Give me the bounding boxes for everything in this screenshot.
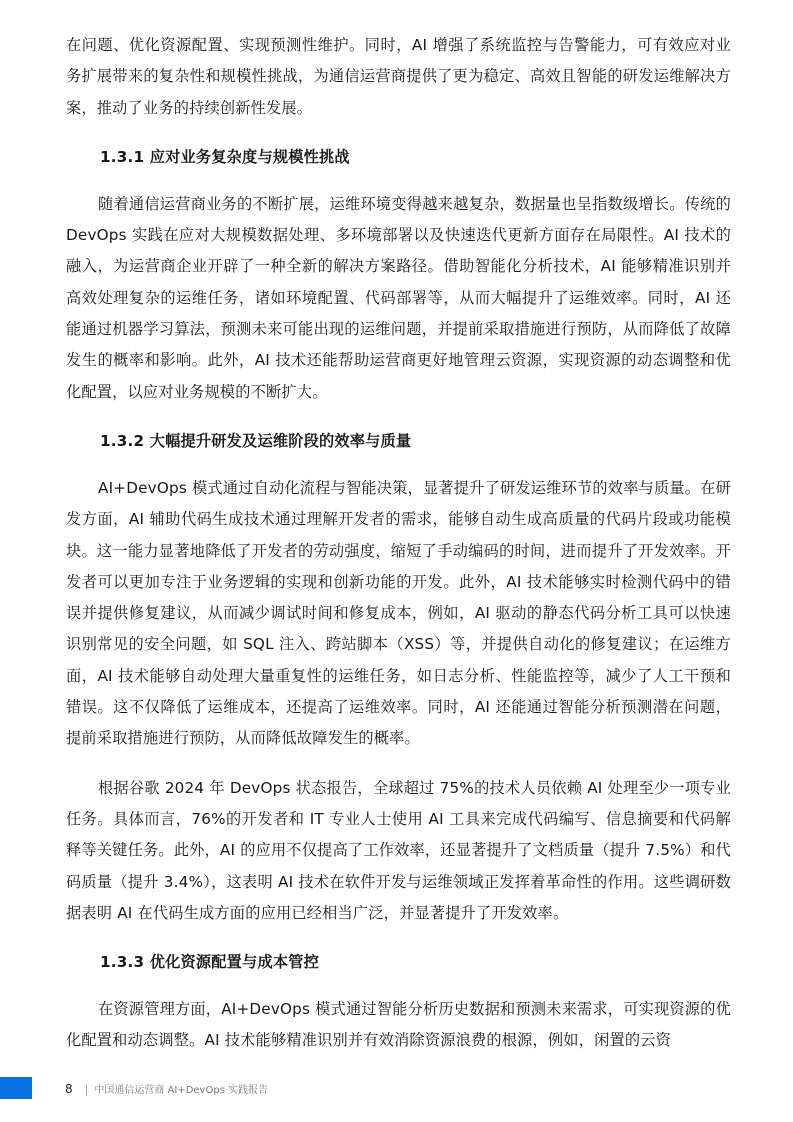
section-heading-1-3-3: 1.3.3 优化资源配置与成本管控 xyxy=(100,953,319,972)
footer-separator: | xyxy=(84,1083,89,1096)
section-heading-1-3-1: 1.3.1 应对业务复杂度与规模性挑战 xyxy=(100,147,350,166)
paragraph-google-report: 根据谷歌 2024 年 DevOps 状态报告，全球超过 75%的技术人员依赖 AI 处理至少一项专业任务。具体而言，76%的开发者和 IT 专业人士使用 AI 工具来完成代码编写、信息摘要和代码解释等关键任务。此外，AI 的应用不仅提高了工作效率，还显著提升了文档质量（提升 7.5%）和代码质量（提升 3.4%），这表明 AI 技术在软件开发与运维领域正发挥着革命性的作用。这些调研数据表明 AI 在代码生成方面的应用已经相当广泛，并显著提升了开发效率。 xyxy=(66,778,731,922)
page-number: 8 xyxy=(65,1082,73,1096)
paragraph-resource-management: 在资源管理方面，AI+DevOps 模式通过智能分析历史数据和预测未来需求，可实现资源的优化配置和动态调整。AI 技术能够精准识别并有效消除资源浪费的根源，例如，闲置的云资 xyxy=(66,1000,731,1050)
page-content xyxy=(66,30,731,1057)
section-heading-1-3-2: 1.3.2 大幅提升研发及运维阶段的效率与质量 xyxy=(100,431,412,450)
footer-report-title: 中国通信运营商 AI+DevOps 实践报告 xyxy=(94,1085,269,1096)
page-footer xyxy=(65,1080,268,1098)
paragraph-intro-continued: 在问题、优化资源配置、实现预测性维护。同时，AI 增强了系统监控与告警能力，可有效应对业务扩展带来的复杂性和规模性挑战，为通信运营商提供了更为稳定、高效且智能的研发运维解决方案，推动了业务的持续创新性发展。 xyxy=(66,36,731,117)
paragraph-efficiency: AI+DevOps 模式通过自动化流程与智能决策，显著提升了研发运维环节的效率与质量。在研发方面，AI 辅助代码生成技术通过理解开发者的需求，能够自动生成高质量的代码片段或功能模块。这一能力显著地降低了开发者的劳动强度，缩短了手动编码的时间，进而提升了开发效率。开发者可以更加专注于业务逻辑的实现和创新功能的开发。此外，AI 技术能够实时检测代码中的错误并提供修复建议，从而减少调试时间和修复成本，例如，AI 驱动的静态代码分析工具可以快速识别常见的安全问题，如 SQL 注入、跨站脚本（XSS）等，并提供自动化的修复建议；在运维方面，AI 技术能够自动处理大量重复性的运维任务，如日志分析、性能监控等，减少了人工干预和错误。这不仅降低了运维成本，还提高了运维效率。同时，AI 还能通过智能分析预测潜在问题，提前采取措施进行预防，从而降低故障发生的概率。 xyxy=(66,478,731,748)
paragraph-complexity: 随着通信运营商业务的不断扩展，运维环境变得越来越复杂，数据量也呈指数级增长。传统的 DevOps 实践在应对大规模数据处理、多环境部署以及快速迭代更新方面存在局限性。AI 技术的融入，为运营商企业开辟了一种全新的解决方案路径。借助智能化分析技术，AI 能够精准识别并高效处理复杂的运维任务，诸如环境配置、代码部署等，从而大幅提升了运维效率。同时，AI 还能通过机器学习算法，预测未来可能出现的运维问题，并提前采取措施进行预防，从而降低了故障发生的概率和影响。此外，AI 技术还能帮助运营商更好地管理云资源，实现资源的动态调整和优化配置，以应对业务规模的不断扩大。 xyxy=(66,194,731,401)
footer-accent-bar xyxy=(0,1077,32,1099)
